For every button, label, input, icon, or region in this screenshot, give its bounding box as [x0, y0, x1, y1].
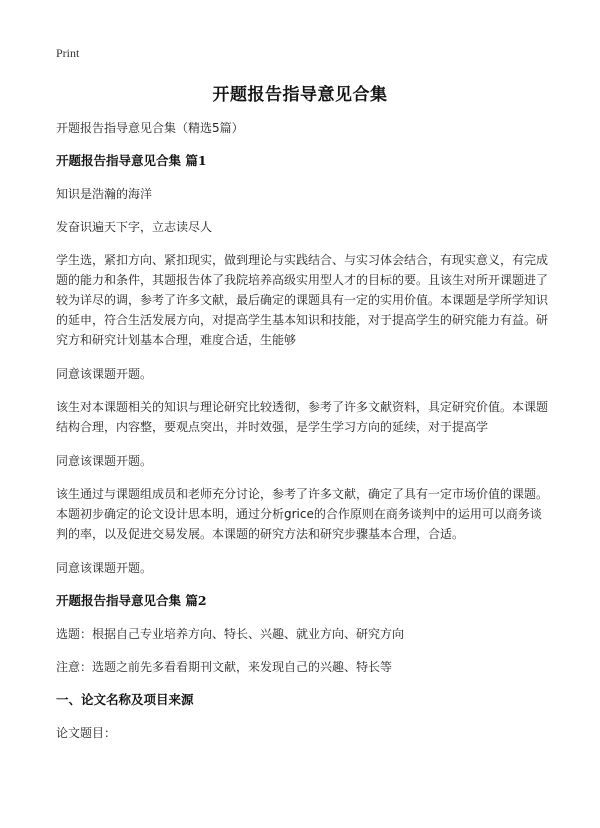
agree-line-1: 同意该课题开题。 — [56, 367, 153, 381]
paragraph-3: 该生通过与课题组成员和老师充分讨论，参考了许多文献，确定了具有一定市场价值的课题。本题初步确定的论文设计思本明，通过分析grice的合作原则在商务谈判中的运用可以商务谈判的率，以及促进交易发展。本课题的研究方法和研究步骤基本合理，合适。 — [56, 487, 549, 541]
agree-line-2: 同意该课题开题。 — [56, 454, 153, 468]
topic-line: 选题：根据自己专业培养方向、特长、兴趣、就业方向、研究方向 — [56, 627, 405, 641]
section-heading-2: 开题报告指导意见合集 篇2 — [56, 593, 207, 608]
paper-title-label: 论文题目： — [56, 726, 117, 740]
page-title: 开题报告指导意见合集 — [212, 85, 388, 105]
paragraph-1: 学生选，紧扣方向、紧扣现实，做到理论与实践结合、与实习体会结合，有现实意义，有完成题的能力和条件，其题报告体了我院培养高级实用型人才的目标的要。且该生对所开课题进了较为详尽的调，参考了许多文献，最后确定的课题具有一定的实用价值。本课题是学所学知识的延申，符合生活发展方向，对提高学生基本知识和技能，对于提高学生的研究能力有益。研究方和研究计划基本合理，难度合适，生能够 — [56, 253, 549, 347]
section-heading-1: 开题报告指导意见合集 篇1 — [56, 153, 207, 168]
paragraph-2: 该生对本课题相关的知识与理论研究比较透彻，参考了许多文献资料，具定研究价值。本课题结构合理，内容整，要观点突出，并时效强，是学生学习方向的延续，对于提高学 — [56, 400, 549, 434]
motto-line-1: 知识是浩瀚的海洋 — [56, 187, 153, 201]
subtitle: 开题报告指导意见合集（精选5篇） — [56, 121, 244, 135]
agree-line-3: 同意该课题开题。 — [56, 561, 153, 575]
document-body — [56, 118, 548, 756]
section-heading-3: 一、论文名称及项目来源 — [56, 692, 194, 707]
note-line: 注意：选题之前先多看看期刊文献，来发现自己的兴趣、特长等 — [56, 660, 393, 674]
motto-line-2: 发奋识遍天下字，立志读尽人 — [56, 220, 213, 234]
print-label[interactable]: Print — [56, 46, 80, 60]
